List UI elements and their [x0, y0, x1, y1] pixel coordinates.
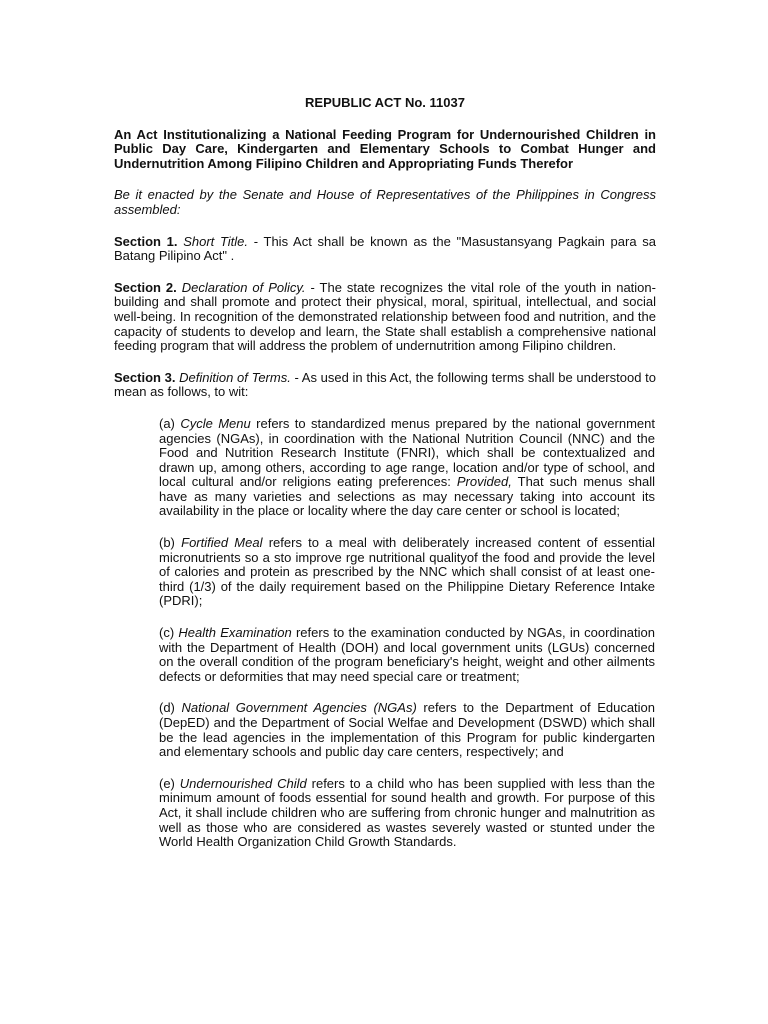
definition-a-text2: That such menus shall have as many varieties and selections as may necessary taking into account its availability in the place or locality where the day care center or school is located; [159, 474, 655, 519]
section-3-heading: Definition of Terms. [179, 369, 291, 385]
section-1-label: Section 1. [114, 233, 178, 249]
definition-b [159, 536, 655, 609]
definition-e-text: refers to a child who has been supplied with less than the minimum amount of foods essential for sound health and growth. For purpose of this Act, it shall include children who are suffering from chronic hunger and malnutrition as well as those who are considered as wastes severely wasted or stunted under the World Health Organization Child Growth Standards. [159, 775, 655, 850]
definition-e-prefix: (e) [159, 775, 180, 791]
definition-d [159, 701, 655, 759]
section-2-text: - The state recognizes the vital role of the youth in nation-building and shall promote and protect their physical, moral, spiritual, intellectual, and social well-being. In recognition of the demonstrated relationship between food and nutrition, and the capacity of students to develop and learn, the State shall establish a comprehensive national feeding program that will address the problem of undernutrition among Filipino children. [114, 279, 656, 354]
definition-b-prefix: (b) [159, 535, 182, 551]
section-3 [114, 371, 656, 400]
definition-c-text: refers to the examination conducted by NGAs, in coordination with the Department of Health (DOH) and local government units (LGUs) concerned on the overall condition of the program beneficiary's height, weight and other ailments defects or deformities that may need special care or treatment; [159, 625, 655, 684]
document-content [114, 96, 656, 867]
section-1-heading: Short Title. [183, 233, 249, 249]
act-title: An Act Institutionalizing a National Feeding Program for Undernourished Children in Public Day Care, Kindergarten and Elementary Schools to Combat Hunger and Undernutrition Among Filipino Children and Appropriating Funds Therefor [114, 126, 656, 171]
definition-d-prefix: (d) [159, 700, 182, 716]
definitions-list [159, 417, 655, 850]
definition-c-prefix: (c) [159, 625, 179, 641]
definition-b-text: refers to a meal with deliberately increased content of essential micronutrients so a sto improve rge nutritional qualityof the food and provide the level of calories and protein as prescribed by the NNC which shall consist of at least one-third (1/3) of the daily requirement based on the Philippine Dietary Reference Intake (PDRI); [159, 535, 656, 609]
enacting-clause: Be it enacted by the Senate and House of Representatives of the Philippines in Congress assembled: [114, 187, 656, 217]
section-1 [114, 235, 656, 264]
definition-a-text: refers to standardized menus prepared by the national government agencies (NGAs), in coordination with the National Nutrition Council (NNC) and the Food and Nutrition Research Institute (FNRI), which shall be contextualized and drawn up, among others, according to age range, location and/or type of school, and local cultural and/or religions eating preferences: [159, 415, 655, 490]
definition-a-proviso: Provided, [456, 474, 512, 490]
section-2-label: Section 2. [114, 279, 177, 295]
section-3-text: - As used in this Act, the following terms shall be understood to mean as follows, to wit: [114, 369, 656, 400]
document-title: REPUBLIC ACT No. 11037 [305, 95, 465, 110]
section-3-label: Section 3. [114, 369, 176, 385]
definition-b-term: Fortified Meal [181, 535, 263, 551]
definition-a [159, 417, 655, 519]
definition-c-term: Health Examination [178, 625, 292, 641]
definition-e-term: Undernourished Child [179, 775, 307, 791]
definition-d-term: National Government Agencies (NGAs) [181, 700, 417, 716]
definition-a-term: Cycle Menu [180, 415, 251, 431]
definition-d-text: refers to the Department of Education (DepED) and the Department of Social Welfae and Development (DSWD) which shall be the lead agencies in the implementation of this Program for public kindergarten and elementary schools and public day care centers, respectively; and [159, 700, 656, 760]
definition-a-prefix: (a) [159, 415, 181, 431]
definition-c [159, 626, 655, 684]
section-1-text: - This Act shall be known as the "Masustansyang Pagkain para sa Batang Pilipino Act" . [114, 233, 656, 264]
section-2 [114, 281, 656, 354]
section-2-heading: Declaration of Policy. [181, 279, 306, 295]
definition-e [159, 777, 655, 850]
